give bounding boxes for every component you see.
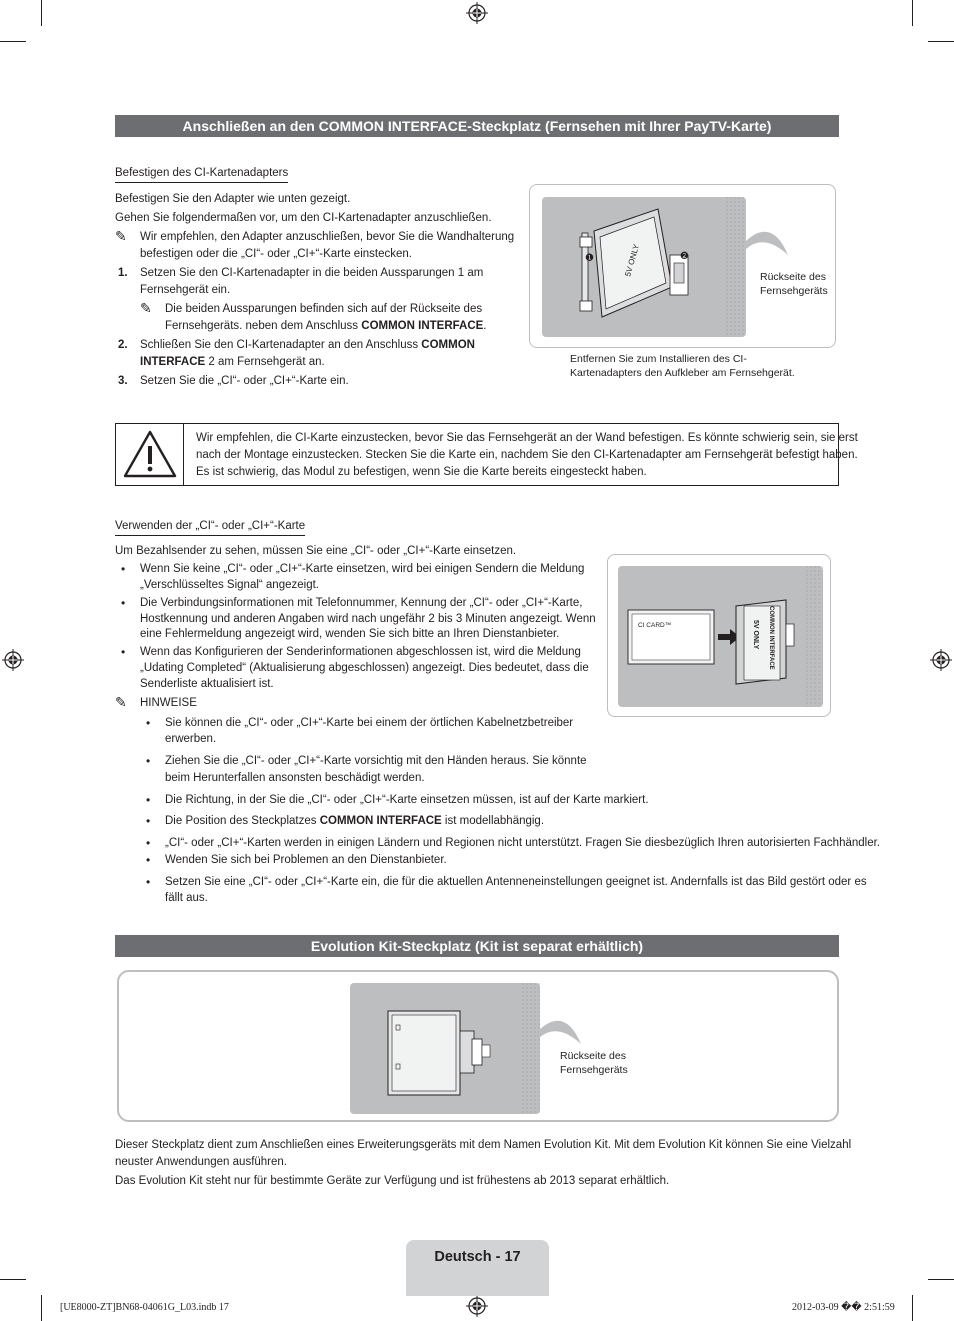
warning-triangle-icon (122, 429, 178, 479)
step-text: Setzen Sie die „CI“- oder „CI+“-Karte ein. (140, 375, 349, 387)
paragraph: Das Evolution Kit steht nur für bestimmte Geräte zur Verfügung und ist frühestens ab 2013 separat erhältlich. (115, 1175, 670, 1187)
section-title-common-interface: Anschließen an den COMMON INTERFACE-Steckplatz (Fernsehen mit Ihrer PayTV-Karte) (115, 115, 839, 137)
tv-back-panel (618, 566, 823, 707)
registration-mark-icon (466, 2, 488, 24)
bullet: • (146, 716, 151, 730)
figure-label: Fernsehgeräts (560, 1064, 628, 1076)
note-text (165, 318, 487, 334)
note-text-part: Fernsehgeräts. neben dem Anschluss (165, 320, 362, 332)
note-bullet-text: beim Herunterfallen ansonsten beschädigt werden. (165, 772, 425, 784)
step-number: 2. (118, 339, 128, 351)
page-number-tab: Deutsch - 17 (406, 1240, 549, 1296)
callout-pointer-icon (537, 1012, 587, 1052)
warning-box (115, 423, 858, 486)
common-interface-label: COMMON INTERFACE (768, 606, 774, 670)
figure-caption: Kartenadapters den Aufkleber am Fernsehgerät. (570, 367, 795, 379)
note-bullet-text: Ziehen Sie die „CI“- oder „CI+“-Karte vorsichtig mit den Händen heraus. Sie könnte (165, 755, 587, 767)
figure-evolution-kit (117, 970, 839, 1122)
step-text (140, 337, 475, 353)
note-text: befestigen oder die „CI“- oder „CI+“-Karte einstecken. (140, 248, 412, 260)
warning-text: nach der Montage einzustecken. Stecken Sie die Karte ein, nachdem Sie den CI-Kartenadapter am Fernsehgerät befestigt haben. (196, 449, 858, 461)
registration-mark-icon (2, 649, 24, 671)
crop-mark (41, 1295, 42, 1321)
step-text-bold: INTERFACE (140, 356, 206, 368)
figure-label: Rückseite des (560, 1050, 626, 1062)
warning-text: Wir empfehlen, die CI-Karte einzustecken, bevor Sie das Fernsehgerät an der Wand befestigen. Es könnte schwierig sein, sie erst (196, 432, 858, 444)
subhead-ci-card: Verwenden der „CI“- oder „CI+“-Karte (115, 519, 305, 536)
tv-back-panel (542, 197, 746, 337)
note-text-part: ist modellabhängig. (441, 815, 545, 827)
paragraph: neuster Anwendungen ausführen. (115, 1156, 287, 1168)
step-text-bold: COMMON (421, 339, 475, 351)
ci-card-illustration (618, 566, 823, 707)
bullet-text: Wenn Sie keine „CI“- oder „CI+“-Karte einsetzen, wird bei einigen Sendern die Meldung (140, 563, 585, 575)
ci-adapter-illustration (542, 197, 746, 337)
bullet-text: „Udating Completed“ (Aktualisierung abgeschlossen) angezeigt. Dies bedeutet, dass die (140, 662, 589, 674)
note-pencil-icon: ✎ (115, 694, 127, 710)
note-text: Wir empfehlen, den Adapter anzuschließen, bevor Sie die Wandhalterung (140, 231, 515, 243)
paragraph: Um Bezahlsender zu sehen, müssen Sie eine „CI“- oder „CI+“-Karte einsetzen. (115, 545, 517, 557)
step-text: Setzen Sie den CI-Kartenadapter in die beiden Aussparungen 1 am (140, 267, 484, 279)
figure-label: Fernsehgeräts (760, 285, 828, 297)
crop-mark (0, 41, 26, 42)
bullet-text: Die Verbindungsinformationen mit Telefonnummer, Kennung der „CI“- oder „CI+“-Karte, (140, 597, 583, 609)
step-text-part: 2 am Fernsehgerät an. (205, 356, 325, 368)
note-bullet-text: erwerben. (165, 733, 217, 745)
crop-mark (0, 1279, 26, 1280)
bullet-text: Wenn das Konfigurieren der Senderinformationen abgeschlossen ist, wird die Meldung (140, 646, 581, 658)
bullet-text: „Verschlüsseltes Signal“ angezeigt. (140, 579, 319, 591)
step-text: Fernsehgerät ein. (140, 284, 231, 296)
registration-mark-icon (930, 649, 952, 671)
note-text-part: Die Position des Steckplatzes (165, 815, 320, 827)
bullet: • (121, 596, 126, 610)
crop-mark (928, 1279, 954, 1280)
bullet: • (121, 645, 126, 659)
note-bullet-text: Setzen Sie eine „CI“- oder „CI+“-Karte ein, die für die aktuellen Antenneneinstellungen geeignet ist. Andernfalls ist das Bild gestört oder es (165, 876, 867, 888)
registration-mark-icon (466, 1295, 488, 1317)
note-bullet-text: „CI“- oder „CI+“-Karten werden in einigen Ländern und Regionen nicht unterstützt. Fragen Sie diesbezüglich Ihren autorisierten Fachhändler. (165, 837, 881, 849)
note-pencil-icon: ✎ (115, 228, 127, 244)
print-slug-left: [UE8000-ZT]BN68-04061G_L03.indb 17 (60, 1302, 229, 1313)
evolution-kit-illustration (350, 983, 540, 1114)
note-bullet-text: Sie können die „CI“- oder „CI+“-Karte bei einem der örtlichen Kabelnetzbetreiber (165, 717, 574, 729)
bullet: • (146, 793, 151, 807)
bullet: • (146, 814, 151, 828)
step-text (140, 354, 325, 370)
figure-label: Rückseite des (760, 271, 826, 283)
bullet: • (146, 836, 151, 850)
paragraph: Befestigen Sie den Adapter wie unten gezeigt. (115, 193, 351, 205)
crop-mark (912, 0, 913, 26)
bullet-text: Hostkennung und anderen Angaben wird nach ungefähr 2 bis 3 Minuten angezeigt. Wenn (140, 613, 596, 625)
figure-ci-adapter (529, 184, 836, 348)
crop-mark (928, 41, 954, 42)
note-bullet-text: fällt aus. (165, 892, 208, 904)
subhead-ci-adapter: Befestigen des CI-Kartenadapters (115, 166, 288, 183)
section-title-evolution-kit: Evolution Kit-Steckplatz (Kit ist separat erhältlich) (115, 935, 839, 957)
note-text-part: . (483, 320, 487, 332)
crop-mark (912, 1295, 913, 1321)
note-bullet-text (165, 813, 544, 829)
adapter-label: 5V ONLY (623, 243, 642, 278)
step-text-part: Schließen Sie den CI-Kartenadapter an den Anschluss (140, 339, 422, 351)
ci-card-label: CI CARD™ (638, 622, 672, 629)
callout-number-2: ❷ (680, 251, 689, 262)
callout-pointer-icon (744, 223, 794, 263)
note-bullet-text: Die Richtung, in der Sie die „CI“- oder „CI+“-Karte einsetzen müssen, ist auf der Karte markiert. (165, 794, 649, 806)
step-number: 3. (118, 375, 128, 387)
note-pencil-icon: ✎ (140, 300, 152, 316)
figure-caption: Entfernen Sie zum Installieren des CI- (570, 353, 747, 365)
figure-ci-card (607, 554, 831, 717)
tv-back-panel (350, 983, 540, 1114)
bullet-text: Senderliste aktualisiert ist. (140, 678, 274, 690)
warning-text: Es ist schwierig, das Modul zu befestigen, wenn Sie die Karte bereits eingesteckt haben. (196, 466, 647, 478)
paragraph: Dieser Steckplatz dient zum Anschließen eines Erweiterungsgeräts mit dem Namen Evolution Kit. Mit dem Evolution Kit können Sie eine Vielzahl (115, 1139, 852, 1151)
callout-number-1: ❶ (585, 253, 594, 264)
note-text: Die beiden Aussparungen befinden sich auf der Rückseite des (165, 303, 483, 315)
bullet-text: eine Fehlermeldung angezeigt wird, wenden Sie sich bitte an Ihren Dienstanbieter. (140, 628, 560, 640)
crop-mark (41, 0, 42, 26)
note-text-bold: COMMON INTERFACE (361, 320, 484, 332)
note-bullet-text: Wenden Sie sich bei Problemen an den Dienstanbieter. (165, 854, 447, 866)
note-text-bold: COMMON INTERFACE (319, 815, 442, 827)
print-slug-right: 2012-03-09 �� 2:51:59 (792, 1302, 895, 1313)
bullet: • (146, 754, 151, 768)
adapter-label: 5V ONLY (752, 620, 759, 650)
step-number: 1. (118, 267, 128, 279)
bullet: • (146, 853, 151, 867)
bullet: • (146, 875, 151, 889)
warning-icon-cell (116, 424, 184, 485)
bullet: • (121, 562, 126, 576)
paragraph: Gehen Sie folgendermaßen vor, um den CI-Kartenadapter anzuschließen. (115, 212, 492, 224)
notes-heading: HINWEISE (140, 697, 197, 709)
